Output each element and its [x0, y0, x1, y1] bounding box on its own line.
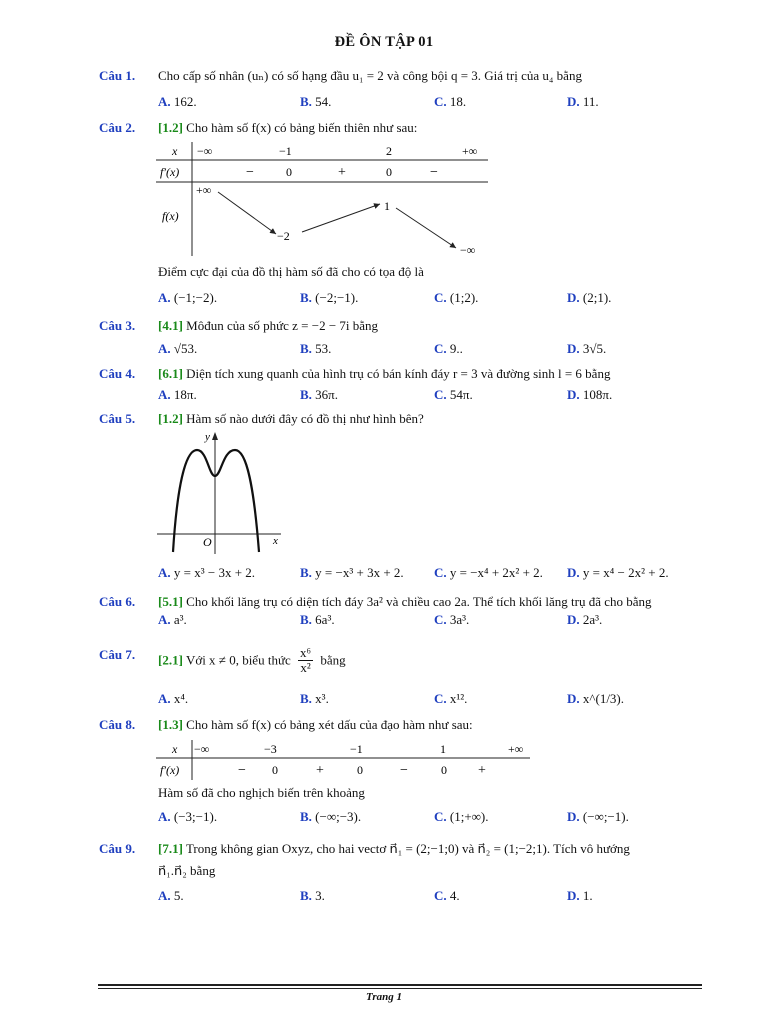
q3-option-c[interactable]: C. 9.. — [434, 341, 463, 356]
table-fprime-label: f′(x) — [160, 165, 180, 179]
arrow-decreasing-2 — [396, 208, 456, 248]
question-5-text: [1.2] Hàm số nào dưới đây có đồ thị như hình bên? — [158, 411, 424, 426]
question-7-text: [2.1] Với x ≠ 0, biểu thức $\frac{\text{x⁶}}{\text{x²}}$ bằng — [158, 645, 346, 675]
q7-option-d[interactable]: D. x^(1/3). — [567, 691, 625, 706]
q2-option-d[interactable]: D. (2;1). — [567, 290, 612, 305]
page-number: Trang 1 — [366, 991, 402, 1003]
q4-option-b[interactable]: B. 36π. — [300, 387, 338, 402]
arrow-decreasing-1 — [218, 192, 276, 234]
question-3-label: Câu 3. — [99, 318, 136, 333]
question-2-text-2: Điểm cực đại của đồ thị hàm số đã cho có tọa độ là — [158, 264, 424, 279]
question-6-text: [5.1] Cho khối lăng trụ có diện tích đáy 3a² và chiều cao 2a. Thể tích khối lăng trụ đã cho bằng — [158, 594, 652, 609]
q9-option-a[interactable]: A. 5. — [158, 888, 184, 903]
table-f-neg-inf: −∞ — [460, 243, 476, 257]
table-f-pos-inf: +∞ — [196, 183, 212, 197]
question-1-text: Cho cấp số nhân (uₙ) có số hạng đầu u₁ = 2 và công bội q = 3. Giá trị của u₄ bằng — [158, 68, 582, 83]
sign-table-x-neg-inf: −∞ — [194, 742, 210, 756]
sign-table-x-pos-inf: +∞ — [508, 742, 524, 756]
q5-option-c[interactable]: C. y = −x⁴ + 2x² + 2. — [434, 565, 543, 580]
graph-origin-label: O — [203, 535, 212, 549]
table-f-min: −2 — [277, 229, 290, 243]
footer-rule-thick — [98, 984, 702, 986]
table-x-2: 2 — [386, 144, 392, 158]
q6-option-d[interactable]: D. 2a³. — [567, 612, 603, 627]
fraction-numerator: x⁶ — [300, 645, 312, 660]
sign-zero-1: 0 — [272, 763, 278, 777]
sign-1: − — [238, 763, 246, 778]
question-8-text: [1.3] Cho hàm số f(x) có bảng xét dấu của đạo hàm như sau: — [158, 717, 473, 732]
footer-rule-thin — [98, 988, 702, 989]
q9-option-d[interactable]: D. 1. — [567, 888, 593, 903]
q8-option-c[interactable]: C. (1;+∞). — [434, 809, 489, 824]
q9-option-c[interactable]: C. 4. — [434, 888, 460, 903]
q1-option-b[interactable]: B. 54. — [300, 94, 332, 109]
q3-option-d[interactable]: D. 3√5. — [567, 341, 607, 356]
q2-option-c[interactable]: C. (1;2). — [434, 290, 479, 305]
q4-option-c[interactable]: C. 54π. — [434, 387, 473, 402]
table-sign-1: − — [246, 165, 254, 180]
table-x-pos-inf: +∞ — [462, 144, 478, 158]
q9-option-b[interactable]: B. 3. — [300, 888, 325, 903]
sign-table-x-1: 1 — [440, 742, 446, 756]
sign-4: + — [478, 763, 486, 778]
question-4-label: Câu 4. — [99, 366, 136, 381]
q7-option-a[interactable]: A. x⁴. — [158, 691, 189, 706]
question-5-label: Câu 5. — [99, 411, 136, 426]
q5-option-d[interactable]: D. y = x⁴ − 2x² + 2. — [567, 565, 669, 580]
q4-option-a[interactable]: A. 18π. — [158, 387, 197, 402]
sign-zero-3: 0 — [441, 763, 447, 777]
question-2-label: Câu 2. — [99, 120, 136, 135]
q1-option-a[interactable]: A. 162. — [158, 94, 197, 109]
fraction-denominator: x² — [300, 660, 311, 675]
q6-option-b[interactable]: B. 6a³. — [300, 612, 335, 627]
q7-option-c[interactable]: C. x¹². — [434, 691, 468, 706]
q1-option-c[interactable]: C. 18. — [434, 94, 467, 109]
page-title: ĐỀ ÔN TẬP 01 — [334, 34, 434, 50]
table-x-label: x — [172, 144, 178, 158]
question-9-text-2: n⃗₁.n⃗₂ bằng — [158, 863, 216, 878]
table-x-neg-inf: −∞ — [197, 144, 213, 158]
q1-option-d[interactable]: D. 11. — [567, 94, 599, 109]
sign-table-fprime-label: f′(x) — [160, 763, 180, 777]
sign-3: − — [400, 763, 408, 778]
table-sign-2: + — [338, 165, 346, 180]
q6-option-a[interactable]: A. a³. — [158, 612, 187, 627]
variation-table — [152, 140, 492, 260]
question-6-label: Câu 6. — [99, 594, 136, 609]
q4-option-d[interactable]: D. 108π. — [567, 387, 613, 402]
question-2-text: [1.2] Cho hàm số f(x) có bảng biến thiên như sau: — [158, 120, 418, 135]
question-8-text-2: Hàm số đã cho nghịch biến trên khoảng — [158, 785, 365, 800]
sign-zero-2: 0 — [357, 763, 363, 777]
sign-table — [152, 738, 532, 782]
sign-table-x-label: x — [172, 742, 178, 756]
table-f-max: 1 — [384, 199, 390, 213]
arrow-increasing — [302, 204, 380, 232]
question-8-label: Câu 8. — [99, 717, 136, 732]
q5-option-b[interactable]: B. y = −x³ + 3x + 2. — [300, 565, 404, 580]
table-x-minus-1: −1 — [279, 144, 292, 158]
graph-x-label: x — [273, 535, 278, 547]
question-3-text: [4.1] Môđun của số phức z = −2 − 7i bằng — [158, 318, 379, 333]
sign-table-x-minus-3: −3 — [264, 742, 277, 756]
question-1-label: Câu 1. — [99, 68, 136, 83]
q2-option-b[interactable]: B. (−2;−1). — [300, 290, 359, 305]
q8-option-a[interactable]: A. (−3;−1). — [158, 809, 218, 824]
question-9-text: [7.1] Trong không gian Oxyz, cho hai vectơ n⃗₁ = (2;−1;0) và n⃗₂ = (1;−2;1). Tích vô hướng — [158, 841, 630, 856]
table-sign-zero-1: 0 — [286, 165, 292, 179]
sign-2: + — [316, 763, 324, 778]
function-graph — [155, 428, 285, 556]
table-sign-zero-2: 0 — [386, 165, 392, 179]
q5-option-a[interactable]: A. y = x³ − 3x + 2. — [158, 565, 256, 580]
q8-option-b[interactable]: B. (−∞;−3). — [300, 809, 362, 824]
question-9-label: Câu 9. — [99, 841, 136, 856]
table-sign-3: − — [430, 165, 438, 180]
q6-option-c[interactable]: C. 3a³. — [434, 612, 470, 627]
q3-option-b[interactable]: B. 53. — [300, 341, 332, 356]
q7-option-b[interactable]: B. x³. — [300, 691, 329, 706]
graph-curve — [173, 450, 259, 552]
sign-table-x-minus-1: −1 — [350, 742, 363, 756]
q8-option-d[interactable]: D. (−∞;−1). — [567, 809, 629, 824]
question-4-text: [6.1] Diện tích xung quanh của hình trụ có bán kính đáy r = 3 và đường sinh l = 6 bằng — [158, 366, 611, 381]
q3-option-a[interactable]: A. √53. — [158, 341, 198, 356]
q2-option-a[interactable]: A. (−1;−2). — [158, 290, 218, 305]
question-7-label: Câu 7. — [99, 647, 136, 662]
graph-y-label: y — [205, 431, 210, 443]
table-f-label: f(x) — [162, 209, 179, 223]
